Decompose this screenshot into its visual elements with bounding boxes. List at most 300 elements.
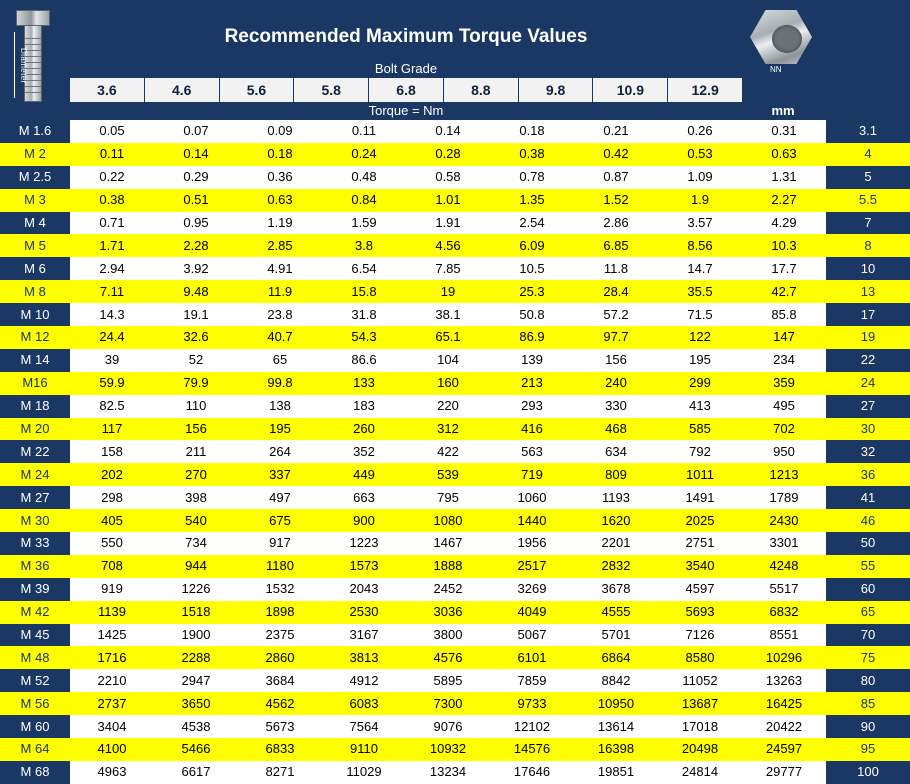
torque-value-cell: 1.35	[490, 189, 574, 212]
torque-value-cell: 9110	[322, 738, 406, 761]
nut-width-label: NN	[770, 65, 782, 74]
torque-table-body	[0, 120, 879, 784]
spanner-size-cell: 32	[826, 440, 910, 463]
torque-value-cell: 3678	[574, 578, 658, 601]
torque-value-cell: 122	[658, 326, 742, 349]
table-row	[0, 509, 910, 532]
torque-value-cell: 97.7	[574, 326, 658, 349]
torque-value-cell: 0.87	[574, 166, 658, 189]
torque-value-cell: 24.4	[70, 326, 154, 349]
table-row	[0, 212, 910, 235]
torque-value-cell: 1898	[238, 601, 322, 624]
torque-value-cell: 104	[406, 349, 490, 372]
torque-value-cell: 8842	[574, 669, 658, 692]
torque-value-cell: 405	[70, 509, 154, 532]
torque-value-cell: 11052	[658, 669, 742, 692]
torque-value-cell: 0.36	[238, 166, 322, 189]
torque-value-cell: 1518	[154, 601, 238, 624]
table-row	[0, 418, 910, 441]
torque-value-cell: 0.18	[490, 120, 574, 143]
torque-value-cell: 3167	[322, 624, 406, 647]
bolt-size-cell: M 36	[0, 555, 70, 578]
table-row	[0, 715, 910, 738]
torque-value-cell: 293	[490, 395, 574, 418]
table-row	[0, 669, 910, 692]
bolt-size-cell: M 48	[0, 646, 70, 669]
bolt-size-cell: M 45	[0, 624, 70, 647]
torque-value-cell: 17.7	[742, 257, 826, 280]
torque-value-cell: 6833	[238, 738, 322, 761]
torque-value-cell: 3404	[70, 715, 154, 738]
torque-value-cell: 540	[154, 509, 238, 532]
torque-value-cell: 795	[406, 486, 490, 509]
torque-value-cell: 1060	[490, 486, 574, 509]
torque-value-cell: 59.9	[70, 372, 154, 395]
spanner-size-cell: 41	[826, 486, 910, 509]
torque-value-cell: 1.52	[574, 189, 658, 212]
torque-value-cell: 65.1	[406, 326, 490, 349]
torque-value-cell: 38.1	[406, 303, 490, 326]
torque-value-cell: 2210	[70, 669, 154, 692]
torque-value-cell: 944	[154, 555, 238, 578]
torque-value-cell: 220	[406, 395, 490, 418]
spanner-size-cell: 8	[826, 234, 910, 257]
torque-value-cell: 6617	[154, 761, 238, 784]
bolt-size-cell: M 30	[0, 509, 70, 532]
torque-value-cell: 10.3	[742, 234, 826, 257]
table-row	[0, 257, 910, 280]
torque-value-cell: 85.8	[742, 303, 826, 326]
torque-value-cell: 585	[658, 418, 742, 441]
torque-value-cell: 2.85	[238, 234, 322, 257]
torque-value-cell: 0.53	[658, 143, 742, 166]
torque-value-cell: 2452	[406, 578, 490, 601]
torque-value-cell: 133	[322, 372, 406, 395]
torque-value-cell: 2043	[322, 578, 406, 601]
torque-value-cell: 1440	[490, 509, 574, 532]
torque-value-cell: 0.21	[574, 120, 658, 143]
torque-value-cell: 4.29	[742, 212, 826, 235]
torque-value-cell: 3269	[490, 578, 574, 601]
torque-value-cell: 497	[238, 486, 322, 509]
torque-value-cell: 1226	[154, 578, 238, 601]
torque-value-cell: 299	[658, 372, 742, 395]
torque-value-cell: 32.6	[154, 326, 238, 349]
spanner-size-cell: 100	[826, 761, 910, 784]
torque-value-cell: 0.63	[238, 189, 322, 212]
torque-value-cell: 919	[70, 578, 154, 601]
torque-value-cell: 6832	[742, 601, 826, 624]
torque-value-cell: 264	[238, 440, 322, 463]
torque-value-cell: 5693	[658, 601, 742, 624]
torque-value-cell: 5517	[742, 578, 826, 601]
torque-value-cell: 0.29	[154, 166, 238, 189]
spanner-size-cell: 13	[826, 280, 910, 303]
table-row	[0, 120, 910, 143]
nut-hex-shape	[750, 10, 812, 64]
sheet-header	[0, 0, 826, 120]
bolt-size-cell: M 12	[0, 326, 70, 349]
table-row	[0, 326, 910, 349]
spanner-size-cell: 10	[826, 257, 910, 280]
torque-value-cell: 550	[70, 532, 154, 555]
torque-value-cell: 270	[154, 463, 238, 486]
bolt-size-cell: M 33	[0, 532, 70, 555]
page-title: Recommended Maximum Torque Values	[224, 26, 588, 47]
torque-value-cell: 1.71	[70, 234, 154, 257]
torque-value-cell: 156	[574, 349, 658, 372]
torque-value-cell: 1.91	[406, 212, 490, 235]
torque-value-cell: 1.19	[238, 212, 322, 235]
torque-value-cell: 2025	[658, 509, 742, 532]
torque-value-cell: 0.05	[70, 120, 154, 143]
torque-value-cell: 0.78	[490, 166, 574, 189]
torque-value-cell: 0.14	[406, 120, 490, 143]
torque-value-cell: 15.8	[322, 280, 406, 303]
grade-header-cell: 8.8	[444, 78, 519, 102]
torque-value-cell: 0.22	[70, 166, 154, 189]
spanner-size-cell: 46	[826, 509, 910, 532]
torque-value-cell: 3.8	[322, 234, 406, 257]
bolt-diameter-label: Diameter	[19, 48, 28, 84]
torque-value-cell: 40.7	[238, 326, 322, 349]
torque-value-cell: 2288	[154, 646, 238, 669]
torque-value-cell: 14.3	[70, 303, 154, 326]
spanner-size-cell: 60	[826, 578, 910, 601]
torque-value-cell: 6.54	[322, 257, 406, 280]
torque-value-cell: 468	[574, 418, 658, 441]
torque-value-cell: 0.51	[154, 189, 238, 212]
torque-value-cell: 10296	[742, 646, 826, 669]
grade-header-cell: 9.8	[519, 78, 594, 102]
torque-value-cell: 16398	[574, 738, 658, 761]
torque-value-cell: 4049	[490, 601, 574, 624]
torque-value-cell: 160	[406, 372, 490, 395]
torque-value-cell: 11.8	[574, 257, 658, 280]
torque-value-cell: 5466	[154, 738, 238, 761]
table-row	[0, 189, 910, 212]
spanner-size-cell: 75	[826, 646, 910, 669]
torque-value-cell: 24814	[658, 761, 742, 784]
torque-value-cell: 52	[154, 349, 238, 372]
torque-value-cell: 1789	[742, 486, 826, 509]
torque-value-cell: 6864	[574, 646, 658, 669]
torque-value-cell: 719	[490, 463, 574, 486]
torque-value-cell: 539	[406, 463, 490, 486]
torque-value-cell: 139	[490, 349, 574, 372]
torque-value-cell: 675	[238, 509, 322, 532]
torque-value-cell: 2.27	[742, 189, 826, 212]
torque-value-cell: 3684	[238, 669, 322, 692]
bolt-size-cell: M 52	[0, 669, 70, 692]
table-row	[0, 624, 910, 647]
spanner-size-cell: 7	[826, 212, 910, 235]
table-row	[0, 761, 910, 784]
torque-value-cell: 13687	[658, 692, 742, 715]
spanner-size-cell: 65	[826, 601, 910, 624]
bolt-size-cell: M 68	[0, 761, 70, 784]
bolt-size-cell: M 10	[0, 303, 70, 326]
torque-value-cell: 6.85	[574, 234, 658, 257]
torque-value-cell: 1180	[238, 555, 322, 578]
spanner-size-cell: 55	[826, 555, 910, 578]
table-row	[0, 646, 910, 669]
torque-value-cell: 792	[658, 440, 742, 463]
torque-value-cell: 4555	[574, 601, 658, 624]
torque-value-cell: 3813	[322, 646, 406, 669]
torque-value-cell: 195	[238, 418, 322, 441]
torque-value-cell: 25.3	[490, 280, 574, 303]
torque-value-cell: 4912	[322, 669, 406, 692]
torque-value-cell: 3800	[406, 624, 490, 647]
torque-value-cell: 213	[490, 372, 574, 395]
torque-value-cell: 19.1	[154, 303, 238, 326]
torque-value-cell: 9.48	[154, 280, 238, 303]
torque-value-cell: 0.14	[154, 143, 238, 166]
table-row	[0, 234, 910, 257]
torque-value-cell: 14576	[490, 738, 574, 761]
torque-value-cell: 13614	[574, 715, 658, 738]
torque-value-cell: 352	[322, 440, 406, 463]
bolt-size-cell: M 2.5	[0, 166, 70, 189]
bolt-size-cell: M 18	[0, 395, 70, 418]
torque-value-cell: 1716	[70, 646, 154, 669]
bolt-size-cell: M 4	[0, 212, 70, 235]
torque-value-cell: 1620	[574, 509, 658, 532]
torque-value-cell: 1425	[70, 624, 154, 647]
bolt-grade-subtitle: Bolt Grade	[374, 61, 438, 76]
table-row	[0, 440, 910, 463]
torque-value-cell: 1193	[574, 486, 658, 509]
torque-value-cell: 1080	[406, 509, 490, 532]
spanner-size-cell: 5.5	[826, 189, 910, 212]
torque-value-cell: 8.56	[658, 234, 742, 257]
torque-value-cell: 708	[70, 555, 154, 578]
torque-value-cell: 1.9	[658, 189, 742, 212]
table-row	[0, 280, 910, 303]
torque-value-cell: 2201	[574, 532, 658, 555]
torque-value-cell: 86.9	[490, 326, 574, 349]
spanner-size-cell: 70	[826, 624, 910, 647]
grade-header-cell: 3.6	[70, 78, 145, 102]
bolt-size-cell: M 56	[0, 692, 70, 715]
torque-value-cell: 4538	[154, 715, 238, 738]
torque-value-cell: 1467	[406, 532, 490, 555]
torque-value-cell: 8551	[742, 624, 826, 647]
table-row	[0, 349, 910, 372]
torque-value-cell: 39	[70, 349, 154, 372]
torque-value-cell: 3.57	[658, 212, 742, 235]
torque-value-cell: 4597	[658, 578, 742, 601]
torque-value-cell: 734	[154, 532, 238, 555]
torque-value-cell: 9733	[490, 692, 574, 715]
torque-value-cell: 19	[406, 280, 490, 303]
bolt-size-cell: M 8	[0, 280, 70, 303]
torque-value-cell: 337	[238, 463, 322, 486]
bolt-size-cell: M 2	[0, 143, 70, 166]
torque-value-cell: 4562	[238, 692, 322, 715]
torque-value-cell: 1532	[238, 578, 322, 601]
torque-value-cell: 2517	[490, 555, 574, 578]
torque-value-cell: 563	[490, 440, 574, 463]
torque-value-cell: 8580	[658, 646, 742, 669]
torque-value-cell: 2430	[742, 509, 826, 532]
torque-value-cell: 0.42	[574, 143, 658, 166]
torque-value-cell: 2.54	[490, 212, 574, 235]
nut-icon	[744, 8, 820, 74]
spanner-size-cell: 4	[826, 143, 910, 166]
torque-value-cell: 1888	[406, 555, 490, 578]
torque-value-cell: 7.11	[70, 280, 154, 303]
torque-value-cell: 0.84	[322, 189, 406, 212]
torque-value-cell: 809	[574, 463, 658, 486]
torque-value-cell: 50.8	[490, 303, 574, 326]
spanner-size-cell: 19	[826, 326, 910, 349]
grade-header-row	[70, 78, 742, 102]
torque-value-cell: 117	[70, 418, 154, 441]
torque-value-cell: 449	[322, 463, 406, 486]
table-row	[0, 143, 910, 166]
bolt-size-cell: M 64	[0, 738, 70, 761]
torque-value-cell: 1573	[322, 555, 406, 578]
torque-value-cell: 57.2	[574, 303, 658, 326]
torque-value-cell: 6083	[322, 692, 406, 715]
torque-value-cell: 0.11	[70, 143, 154, 166]
torque-value-cell: 3301	[742, 532, 826, 555]
spanner-size-cell: 3.1	[826, 120, 910, 143]
torque-value-cell: 7.85	[406, 257, 490, 280]
torque-value-cell: 2.86	[574, 212, 658, 235]
torque-value-cell: 7859	[490, 669, 574, 692]
torque-value-cell: 0.07	[154, 120, 238, 143]
torque-value-cell: 0.38	[70, 189, 154, 212]
torque-value-cell: 23.8	[238, 303, 322, 326]
table-row	[0, 486, 910, 509]
torque-value-cell: 17018	[658, 715, 742, 738]
torque-value-cell: 0.09	[238, 120, 322, 143]
torque-value-cell: 422	[406, 440, 490, 463]
bolt-size-cell: M 39	[0, 578, 70, 601]
torque-value-cell: 183	[322, 395, 406, 418]
nut-hole-shape	[772, 25, 802, 53]
grade-header-cell: 5.8	[294, 78, 369, 102]
table-row	[0, 578, 910, 601]
torque-value-cell: 0.38	[490, 143, 574, 166]
torque-value-cell: 13263	[742, 669, 826, 692]
torque-value-cell: 260	[322, 418, 406, 441]
torque-value-cell: 4100	[70, 738, 154, 761]
spanner-size-cell: 30	[826, 418, 910, 441]
torque-value-cell: 0.26	[658, 120, 742, 143]
torque-value-cell: 10950	[574, 692, 658, 715]
torque-value-cell: 156	[154, 418, 238, 441]
bolt-size-cell: M 60	[0, 715, 70, 738]
bolt-size-cell: M 1.6	[0, 120, 70, 143]
torque-value-cell: 0.31	[742, 120, 826, 143]
torque-value-cell: 110	[154, 395, 238, 418]
spanner-size-cell: 50	[826, 532, 910, 555]
torque-value-cell: 20498	[658, 738, 742, 761]
torque-value-cell: 6.09	[490, 234, 574, 257]
torque-value-cell: 54.3	[322, 326, 406, 349]
spanner-size-cell: 5	[826, 166, 910, 189]
torque-value-cell: 663	[322, 486, 406, 509]
torque-value-cell: 312	[406, 418, 490, 441]
torque-value-cell: 211	[154, 440, 238, 463]
torque-value-cell: 1139	[70, 601, 154, 624]
torque-value-cell: 7300	[406, 692, 490, 715]
mm-column-header: mm	[771, 103, 795, 118]
bolt-size-cell: M 22	[0, 440, 70, 463]
torque-value-cell: 413	[658, 395, 742, 418]
torque-value-cell: 16425	[742, 692, 826, 715]
torque-value-cell: 330	[574, 395, 658, 418]
torque-value-cell: 5673	[238, 715, 322, 738]
torque-value-cell: 1.59	[322, 212, 406, 235]
spanner-size-cell: 27	[826, 395, 910, 418]
grade-header-cell: 12.9	[668, 78, 742, 102]
torque-value-cell: 1213	[742, 463, 826, 486]
bolt-size-cell: M 14	[0, 349, 70, 372]
torque-value-cell: 2737	[70, 692, 154, 715]
torque-value-cell: 2751	[658, 532, 742, 555]
torque-value-cell: 0.28	[406, 143, 490, 166]
torque-value-cell: 3540	[658, 555, 742, 578]
bolt-size-cell: M 20	[0, 418, 70, 441]
torque-value-cell: 1900	[154, 624, 238, 647]
torque-value-cell: 65	[238, 349, 322, 372]
torque-value-cell: 2860	[238, 646, 322, 669]
torque-value-cell: 86.6	[322, 349, 406, 372]
torque-value-cell: 29777	[742, 761, 826, 784]
torque-value-cell: 2530	[322, 601, 406, 624]
spanner-size-cell: 80	[826, 669, 910, 692]
torque-value-cell: 14.7	[658, 257, 742, 280]
torque-value-cell: 13234	[406, 761, 490, 784]
diameter-arrow-icon	[14, 32, 15, 98]
torque-value-cell: 1.01	[406, 189, 490, 212]
torque-value-cell: 7126	[658, 624, 742, 647]
torque-value-cell: 234	[742, 349, 826, 372]
torque-value-cell: 0.24	[322, 143, 406, 166]
torque-value-cell: 2375	[238, 624, 322, 647]
torque-value-cell: 4.91	[238, 257, 322, 280]
torque-table	[0, 120, 910, 784]
grade-header-cell: 10.9	[593, 78, 668, 102]
torque-value-cell: 79.9	[154, 372, 238, 395]
torque-value-cell: 0.63	[742, 143, 826, 166]
torque-value-cell: 12102	[490, 715, 574, 738]
torque-value-cell: 202	[70, 463, 154, 486]
torque-value-cell: 0.95	[154, 212, 238, 235]
torque-value-cell: 0.71	[70, 212, 154, 235]
torque-value-cell: 10932	[406, 738, 490, 761]
table-row	[0, 372, 910, 395]
torque-value-cell: 28.4	[574, 280, 658, 303]
spanner-size-cell: 17	[826, 303, 910, 326]
spanner-size-cell: 85	[826, 692, 910, 715]
bolt-size-cell: M 42	[0, 601, 70, 624]
torque-value-cell: 7564	[322, 715, 406, 738]
bolt-size-cell: M 3	[0, 189, 70, 212]
torque-value-cell: 31.8	[322, 303, 406, 326]
torque-value-cell: 4963	[70, 761, 154, 784]
torque-value-cell: 298	[70, 486, 154, 509]
torque-value-cell: 2.94	[70, 257, 154, 280]
spanner-size-cell: 90	[826, 715, 910, 738]
torque-value-cell: 2947	[154, 669, 238, 692]
table-row	[0, 303, 910, 326]
